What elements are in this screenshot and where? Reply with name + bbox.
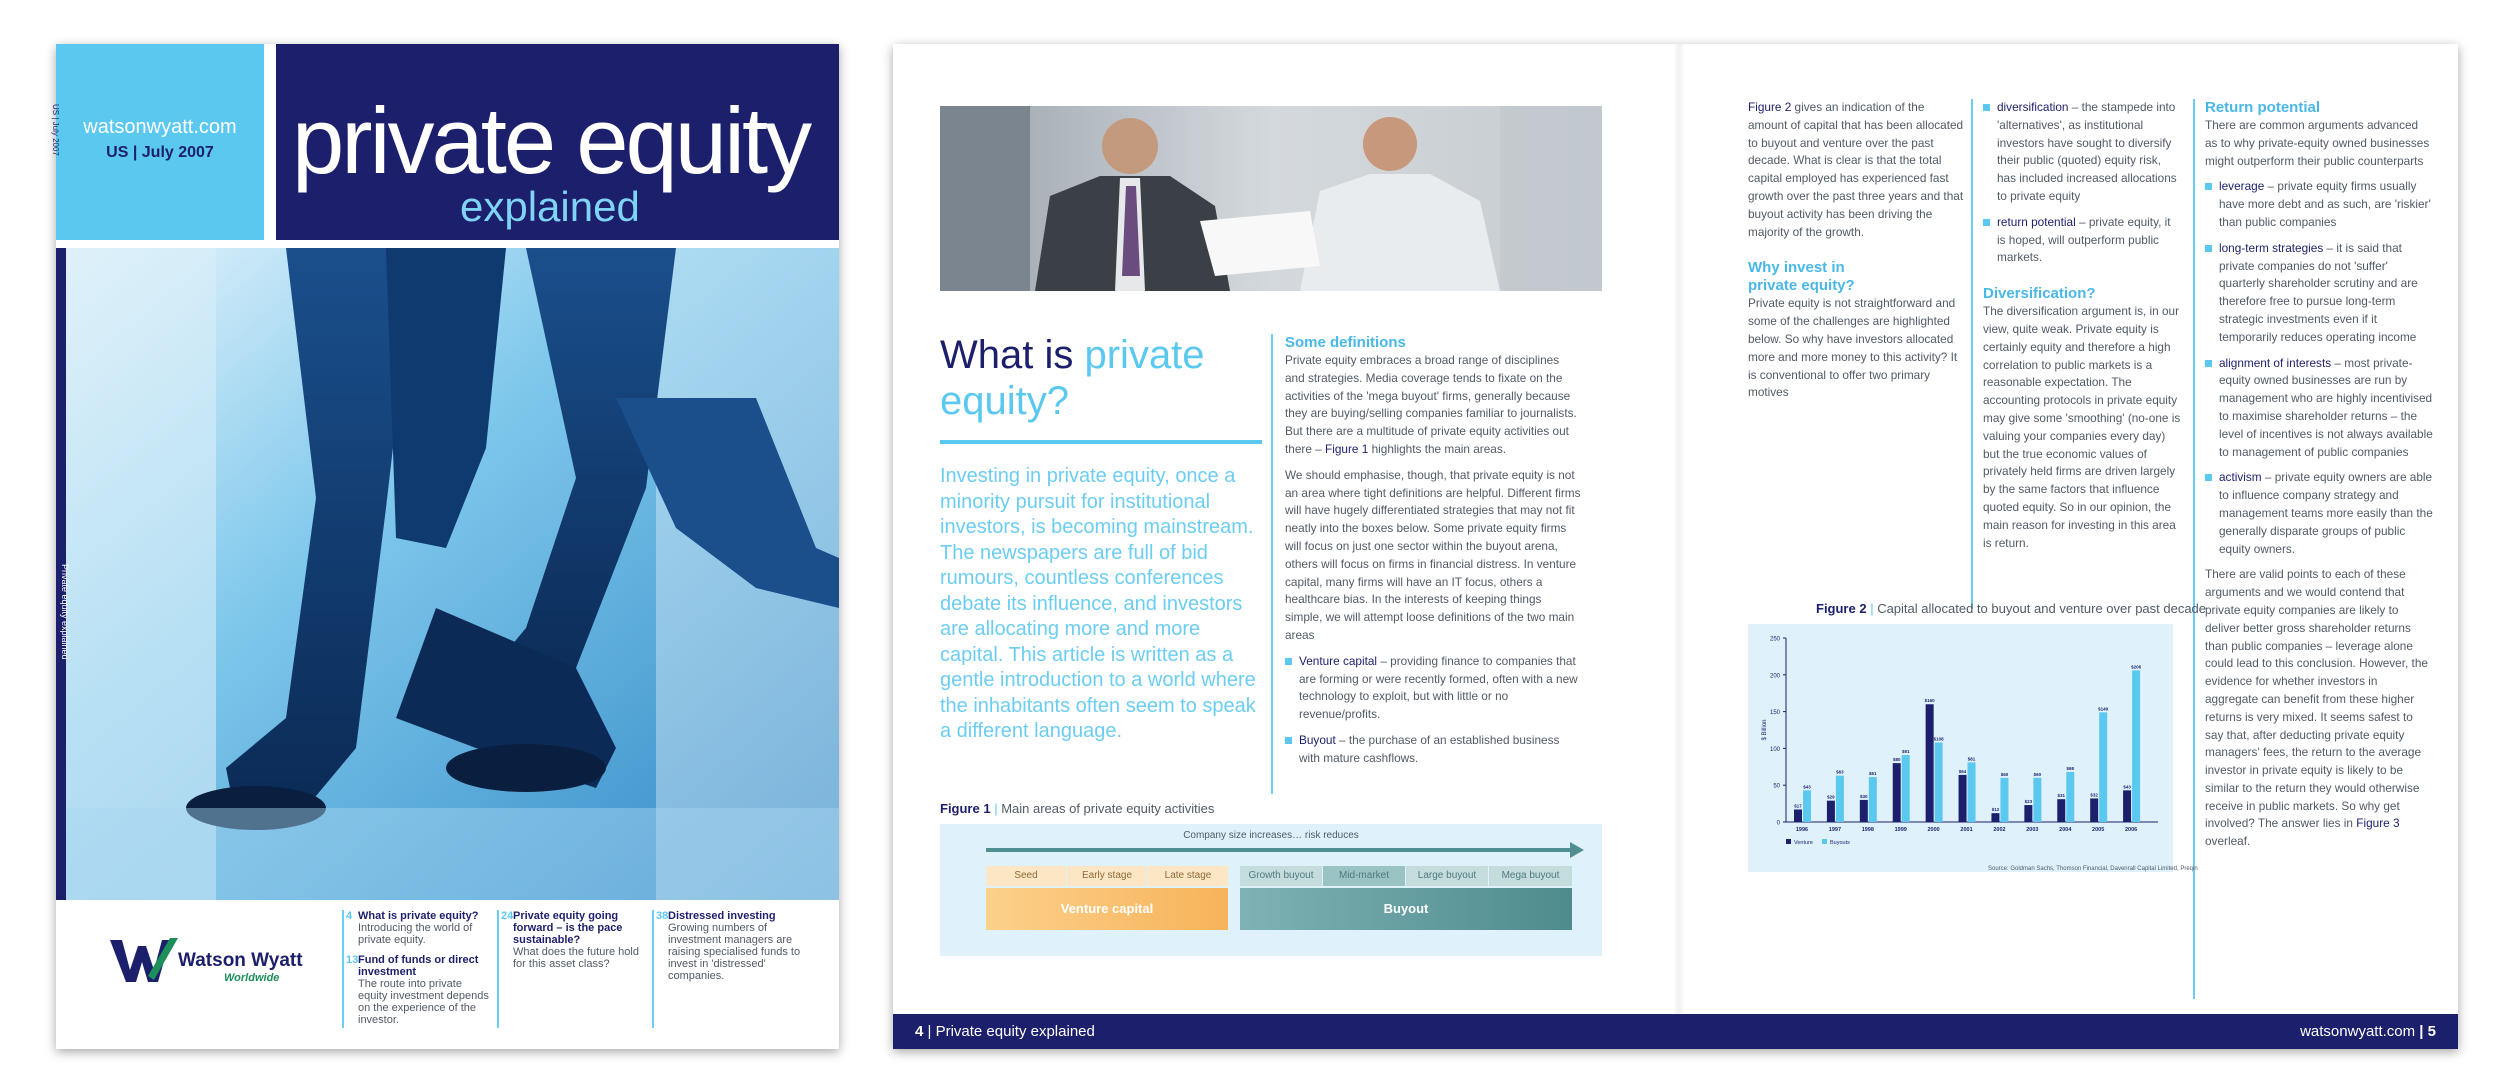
bar-data-label: $80 — [1892, 757, 1901, 763]
figure-2-intro: Figure 2 gives an indication of the amount of capital that has been allocated to buyout and venture over the past decade. What is clear is that the total capital employed has experienced fast growth over the past three years and that buyout activity has been driving the majority of the growth. — [1748, 100, 1964, 239]
bar-data-label: $81 — [1967, 756, 1976, 762]
stage-large-buyout: Large buyout — [1406, 866, 1488, 886]
bullet-return-potential: return potential – private equity, it is hoped, will outperform public markets. — [1983, 214, 2181, 267]
why-invest-heading: Why invest in private equity? — [1748, 259, 1855, 295]
legend-label: Buyouts — [1830, 840, 1850, 846]
toc-description: Growing numbers of investment managers are raising specialised funds to invest in 'distressed' companies. — [668, 922, 801, 982]
capital-bar-chart — [1748, 624, 2173, 872]
bar-buyouts-2006 — [2132, 670, 2140, 822]
x-tick-label: 1999 — [1894, 827, 1907, 833]
diversification-paragraph: The diversification argument is, in our view, quite weak. Private equity is certainly equity and therefore a high correlation to public markets is a reasonable expectation. The accounting protocols in private equity may give some 'smoothing' (no-one is valuing your companies every day) but the true economic values of privately held firms are driven largely by the same factors that influence quoted equity. So in our opinion, the main reason for investing in this area is return. — [1983, 304, 2181, 550]
stage-mid-market: Mid-market — [1323, 866, 1405, 886]
bar-buyouts-2004 — [2066, 772, 2074, 822]
fig1-arrow-head — [1570, 842, 1584, 858]
bar-buyouts-2001 — [1968, 762, 1976, 822]
legend-swatch-venture — [1786, 839, 1791, 844]
figure-1-link[interactable]: Figure 1 — [1325, 441, 1369, 456]
toc-column-3 — [652, 910, 802, 1028]
title-underline — [940, 440, 1262, 444]
bar-data-label: $206 — [2131, 664, 2142, 670]
why-invest-paragraph: Private equity is not straightforward and some of the challenges are highlighted below. So why have investors allocated more and more money to this activity? It is conventional to offer two primary motives — [1748, 296, 1958, 400]
bullet-diversification: diversification – the stampede into 'alternatives', as institutional investors have sought to diversify their public (quoted) equity risk, has included increased allocations to private equity — [1983, 99, 2181, 206]
x-tick-label: 2005 — [2092, 827, 2105, 833]
y-tick-label: 200 — [1769, 673, 1780, 680]
bar-data-label: $32 — [2090, 792, 2098, 798]
footer-left — [915, 1023, 1095, 1040]
footer-publication-name: | Private equity explained — [923, 1023, 1095, 1040]
return-potential-intro: There are common arguments advanced as to why private-equity owned businesses might outperform their public counterparts — [2205, 118, 2430, 168]
bar-data-label: $23 — [2024, 799, 2033, 805]
bar-venture-2004 — [2057, 799, 2065, 822]
stage-early: Early stage — [1067, 866, 1147, 886]
x-tick-label: 2000 — [1927, 827, 1940, 833]
bar-venture-2003 — [2024, 805, 2032, 822]
figure-2-source: Source: Goldman Sachs, Thomson Financial, Davenrall Capital Limited, Preqin — [1988, 866, 2198, 872]
footer-website[interactable]: watsonwyatt.com — [2300, 1023, 2416, 1040]
figure-1-caption: Figure 1 | Main areas of private equity activities — [940, 801, 1215, 816]
toc-entry[interactable] — [656, 910, 802, 982]
bar-data-label: $63 — [1836, 769, 1844, 775]
bar-venture-2000 — [1926, 704, 1934, 822]
bar-data-label: $160 — [1924, 698, 1935, 704]
figure-2-chart — [1748, 624, 2173, 872]
spread-gutter — [1673, 44, 1685, 1049]
logo-tagline: Worldwide — [224, 972, 280, 984]
bullet-buyout: Buyout – the purchase of an established business with mature cashflows. — [1285, 732, 1581, 768]
fig1-arrow-label: Company size increases… risk reduces — [1183, 830, 1359, 841]
bullet-long-term-strategies: long-term strategies – it is said that private companies do not 'suffer' quarterly shareholder scrutiny and are therefore free to pursue long-term strategic investments even if it temporarily reduces operating income — [2205, 240, 2433, 347]
x-tick-label: 2004 — [2059, 827, 2072, 833]
stage-seed: Seed — [986, 866, 1066, 886]
y-axis-label: $ Billion — [1762, 719, 1768, 741]
cover-subtitle: explained — [460, 183, 640, 230]
bar-buyouts-1996 — [1803, 790, 1811, 822]
bar-venture-1997 — [1827, 801, 1835, 822]
bar-buyouts-2002 — [2000, 778, 2008, 822]
x-tick-label: 2002 — [1993, 827, 2006, 833]
cover-title: private equity — [292, 88, 810, 193]
toc-description: What does the future hold for this asset class? — [513, 946, 639, 970]
bar-data-label: $108 — [1933, 736, 1944, 742]
figure-1-diagram — [940, 824, 1602, 956]
bar-data-label: $43 — [1803, 784, 1811, 790]
toc-entry[interactable] — [346, 910, 492, 946]
toc-page-number: 38 — [656, 910, 669, 922]
right-column-1 — [1748, 99, 1964, 402]
bullet-alignment-of-interests: alignment of interests – most private-equity owned businesses are run by management who are highly incentivised to maximise shareholder returns – the level of incentives is not always available to management of public companies — [2205, 355, 2433, 462]
toc-title: What is private equity? — [358, 910, 479, 922]
toc-page-number: 13 — [346, 954, 359, 966]
toc-column-1 — [342, 910, 492, 1028]
definitions-column — [1271, 334, 1581, 794]
definitions-paragraph-1: Private equity embraces a broad range of disciplines and strategies. Media coverage tends to fixate on the activities of the 'mega buyout' firms, generally because they are buying/selling companies familiar to journalists. But there are a multitude of private equity activities out there – Figure 1 highlights the main areas. — [1285, 353, 1577, 456]
bar-data-label: $30 — [1860, 793, 1868, 799]
bar-data-label: $43 — [2123, 784, 2131, 790]
cover-walking-legs-photo — [56, 248, 839, 900]
stage-growth-buyout: Growth buyout — [1240, 866, 1322, 886]
right-column-3 — [2193, 99, 2433, 999]
cover-strip-text: Private equity explained — [60, 564, 70, 660]
toc-column-2 — [497, 910, 647, 1028]
y-tick-label: 100 — [1769, 746, 1780, 753]
bar-data-label: $29 — [1827, 794, 1835, 800]
toc-title: Fund of funds or direct investment — [358, 954, 479, 978]
return-potential-heading: Return potential — [2205, 99, 2320, 116]
watson-wyatt-logo — [108, 932, 308, 992]
magazine-spread — [893, 44, 2458, 1049]
bar-data-label: $61 — [1869, 771, 1877, 777]
cover-header-cyan-block — [56, 44, 264, 240]
figure-2-caption: Figure 2 | Capital allocated to buyout and venture over past decade — [1816, 601, 2207, 616]
article-title — [940, 332, 1250, 424]
footer-right — [2300, 1023, 2436, 1040]
right-column-2 — [1971, 99, 2181, 609]
x-tick-label: 2006 — [2124, 827, 2138, 833]
toc-entry[interactable] — [501, 910, 647, 970]
article-title-part1: What is — [940, 333, 1085, 377]
bar-data-label: $149 — [2098, 706, 2109, 712]
footer-bar — [893, 1014, 2458, 1049]
toc-page-number: 24 — [501, 910, 514, 922]
business-meeting-photo — [940, 106, 1602, 291]
bar-buyouts-1998 — [1869, 777, 1877, 822]
bar-data-label: $17 — [1794, 803, 1802, 809]
definitions-paragraph-2: We should emphasise, though, that private equity is not an area where tight definitions are helpful. Different firms will have hugely differentiated strategies that may not fit neatly into the boxes below. Some private equity firms will focus on just one sector within the buyout arena, others will focus on firms in financial distress. In venture capital, many firms will have an IT focus, others a healthcare bias. In the interests of keeping things simple, we will attempt loose definitions of the two main areas — [1285, 467, 1581, 642]
logo-name: Watson Wyatt — [178, 950, 303, 971]
x-tick-label: 1996 — [1795, 827, 1809, 833]
bar-venture-2001 — [1959, 775, 1967, 822]
bar-buyouts-1999 — [1902, 755, 1910, 822]
toc-entry[interactable] — [346, 954, 492, 1026]
x-tick-label: 1997 — [1828, 827, 1842, 833]
y-tick-label: 150 — [1769, 710, 1780, 717]
bar-venture-2006 — [2123, 790, 2131, 822]
bar-venture-1996 — [1794, 809, 1802, 822]
footer-page-number-left: 4 — [915, 1023, 924, 1040]
bar-data-label: $64 — [1958, 768, 1967, 774]
toc-description: Introducing the world of private equity. — [358, 922, 473, 946]
bar-data-label: $60 — [2000, 771, 2009, 777]
bar-data-label: $68 — [2066, 765, 2075, 771]
y-tick-label: 250 — [1769, 636, 1780, 643]
bar-venture-1999 — [1893, 763, 1901, 822]
article-title-highlight-2: equity? — [940, 379, 1069, 423]
cover-website: watsonwyatt.com — [83, 116, 237, 138]
stage-mega-buyout: Mega buyout — [1489, 866, 1572, 886]
x-tick-label: 2003 — [2026, 827, 2039, 833]
y-tick-label: 50 — [1773, 783, 1780, 790]
figure-2-link[interactable]: Figure 2 — [1748, 100, 1792, 114]
toc-page-number: 4 — [346, 910, 353, 922]
bar-buyouts-2003 — [2033, 778, 2041, 822]
bar-data-label: $12 — [1991, 807, 2000, 813]
bar-venture-2005 — [2090, 798, 2098, 822]
x-tick-label: 2001 — [1960, 827, 1973, 833]
stage-late: Late stage — [1148, 866, 1228, 886]
bar-data-label: $60 — [2033, 771, 2042, 777]
venture-capital-block: Venture capital — [986, 888, 1228, 930]
bullet-activism: activism – private equity owners are able to influence company strategy and management teams more easily than the generally disparate groups of public equity owners. — [2205, 469, 2433, 558]
x-tick-label: 1998 — [1861, 827, 1874, 833]
bar-venture-1998 — [1860, 800, 1868, 822]
buyout-block: Buyout — [1240, 888, 1572, 930]
toc-title: Distressed investing — [668, 910, 776, 922]
fig1-arrow-shaft — [986, 848, 1572, 852]
bar-buyouts-2000 — [1935, 743, 1943, 822]
magazine-cover — [51, 44, 839, 1049]
cover-edition: US | July 2007 — [106, 144, 214, 161]
definitions-heading: Some definitions — [1285, 334, 1406, 351]
bullet-leverage: leverage – private equity firms usually have more debt and as such, are 'riskier' than public companies — [2205, 178, 2433, 231]
article-title-highlight: private — [1084, 333, 1205, 377]
toc-description: The route into private equity investment depends on the experience of the investor. — [358, 978, 489, 1026]
y-tick-label: 0 — [1776, 820, 1780, 827]
toc-title: Private equity going forward – is the pace sustainable? — [513, 910, 623, 946]
bar-buyouts-2005 — [2099, 712, 2107, 822]
return-potential-conclusion: There are valid points to each of these arguments and we would contend that private equity companies are likely to deliver better gross shareholder returns than public companies – leverage alone could lead to this conclusion. However, the evidence for whether investors in aggregate can benefit from these higher returns is very mixed. It seems safest to say that, after deducting private equity managers' fees, the return to the average investor in private equity is likely to be similar to the return they would otherwise receive in public markets. So why get involved? The answer lies in Figure 3 overleaf. — [2205, 567, 2428, 849]
legend-label: Venture — [1794, 840, 1813, 846]
figure-3-link[interactable]: Figure 3 — [2356, 816, 2400, 831]
diversification-heading: Diversification? — [1983, 285, 2096, 303]
article-intro: Investing in private equity, once a minority pursuit for institutional investors, is becoming mainstream. The newspapers are full of bid rumours, countless conferences debate its influence, and investors are allocating more and more capital. This article is written as a gentle introduction to a world where the inhabitants often seem to speak a different language. — [940, 465, 1256, 742]
bar-data-label: $91 — [1901, 749, 1910, 755]
bar-venture-2002 — [1991, 813, 1999, 822]
footer-page-number-right: | 5 — [2415, 1023, 2436, 1040]
legend-swatch-buyouts — [1822, 839, 1827, 844]
bar-data-label: $31 — [2057, 793, 2066, 799]
bullet-venture-capital: Venture capital – providing finance to companies that are forming or were recently formed, often with a new technology to exploit, but with little or no revenue/profits. — [1285, 653, 1581, 724]
cover-spine-text: US | July 2007 — [51, 104, 60, 156]
bar-buyouts-1997 — [1836, 776, 1844, 822]
